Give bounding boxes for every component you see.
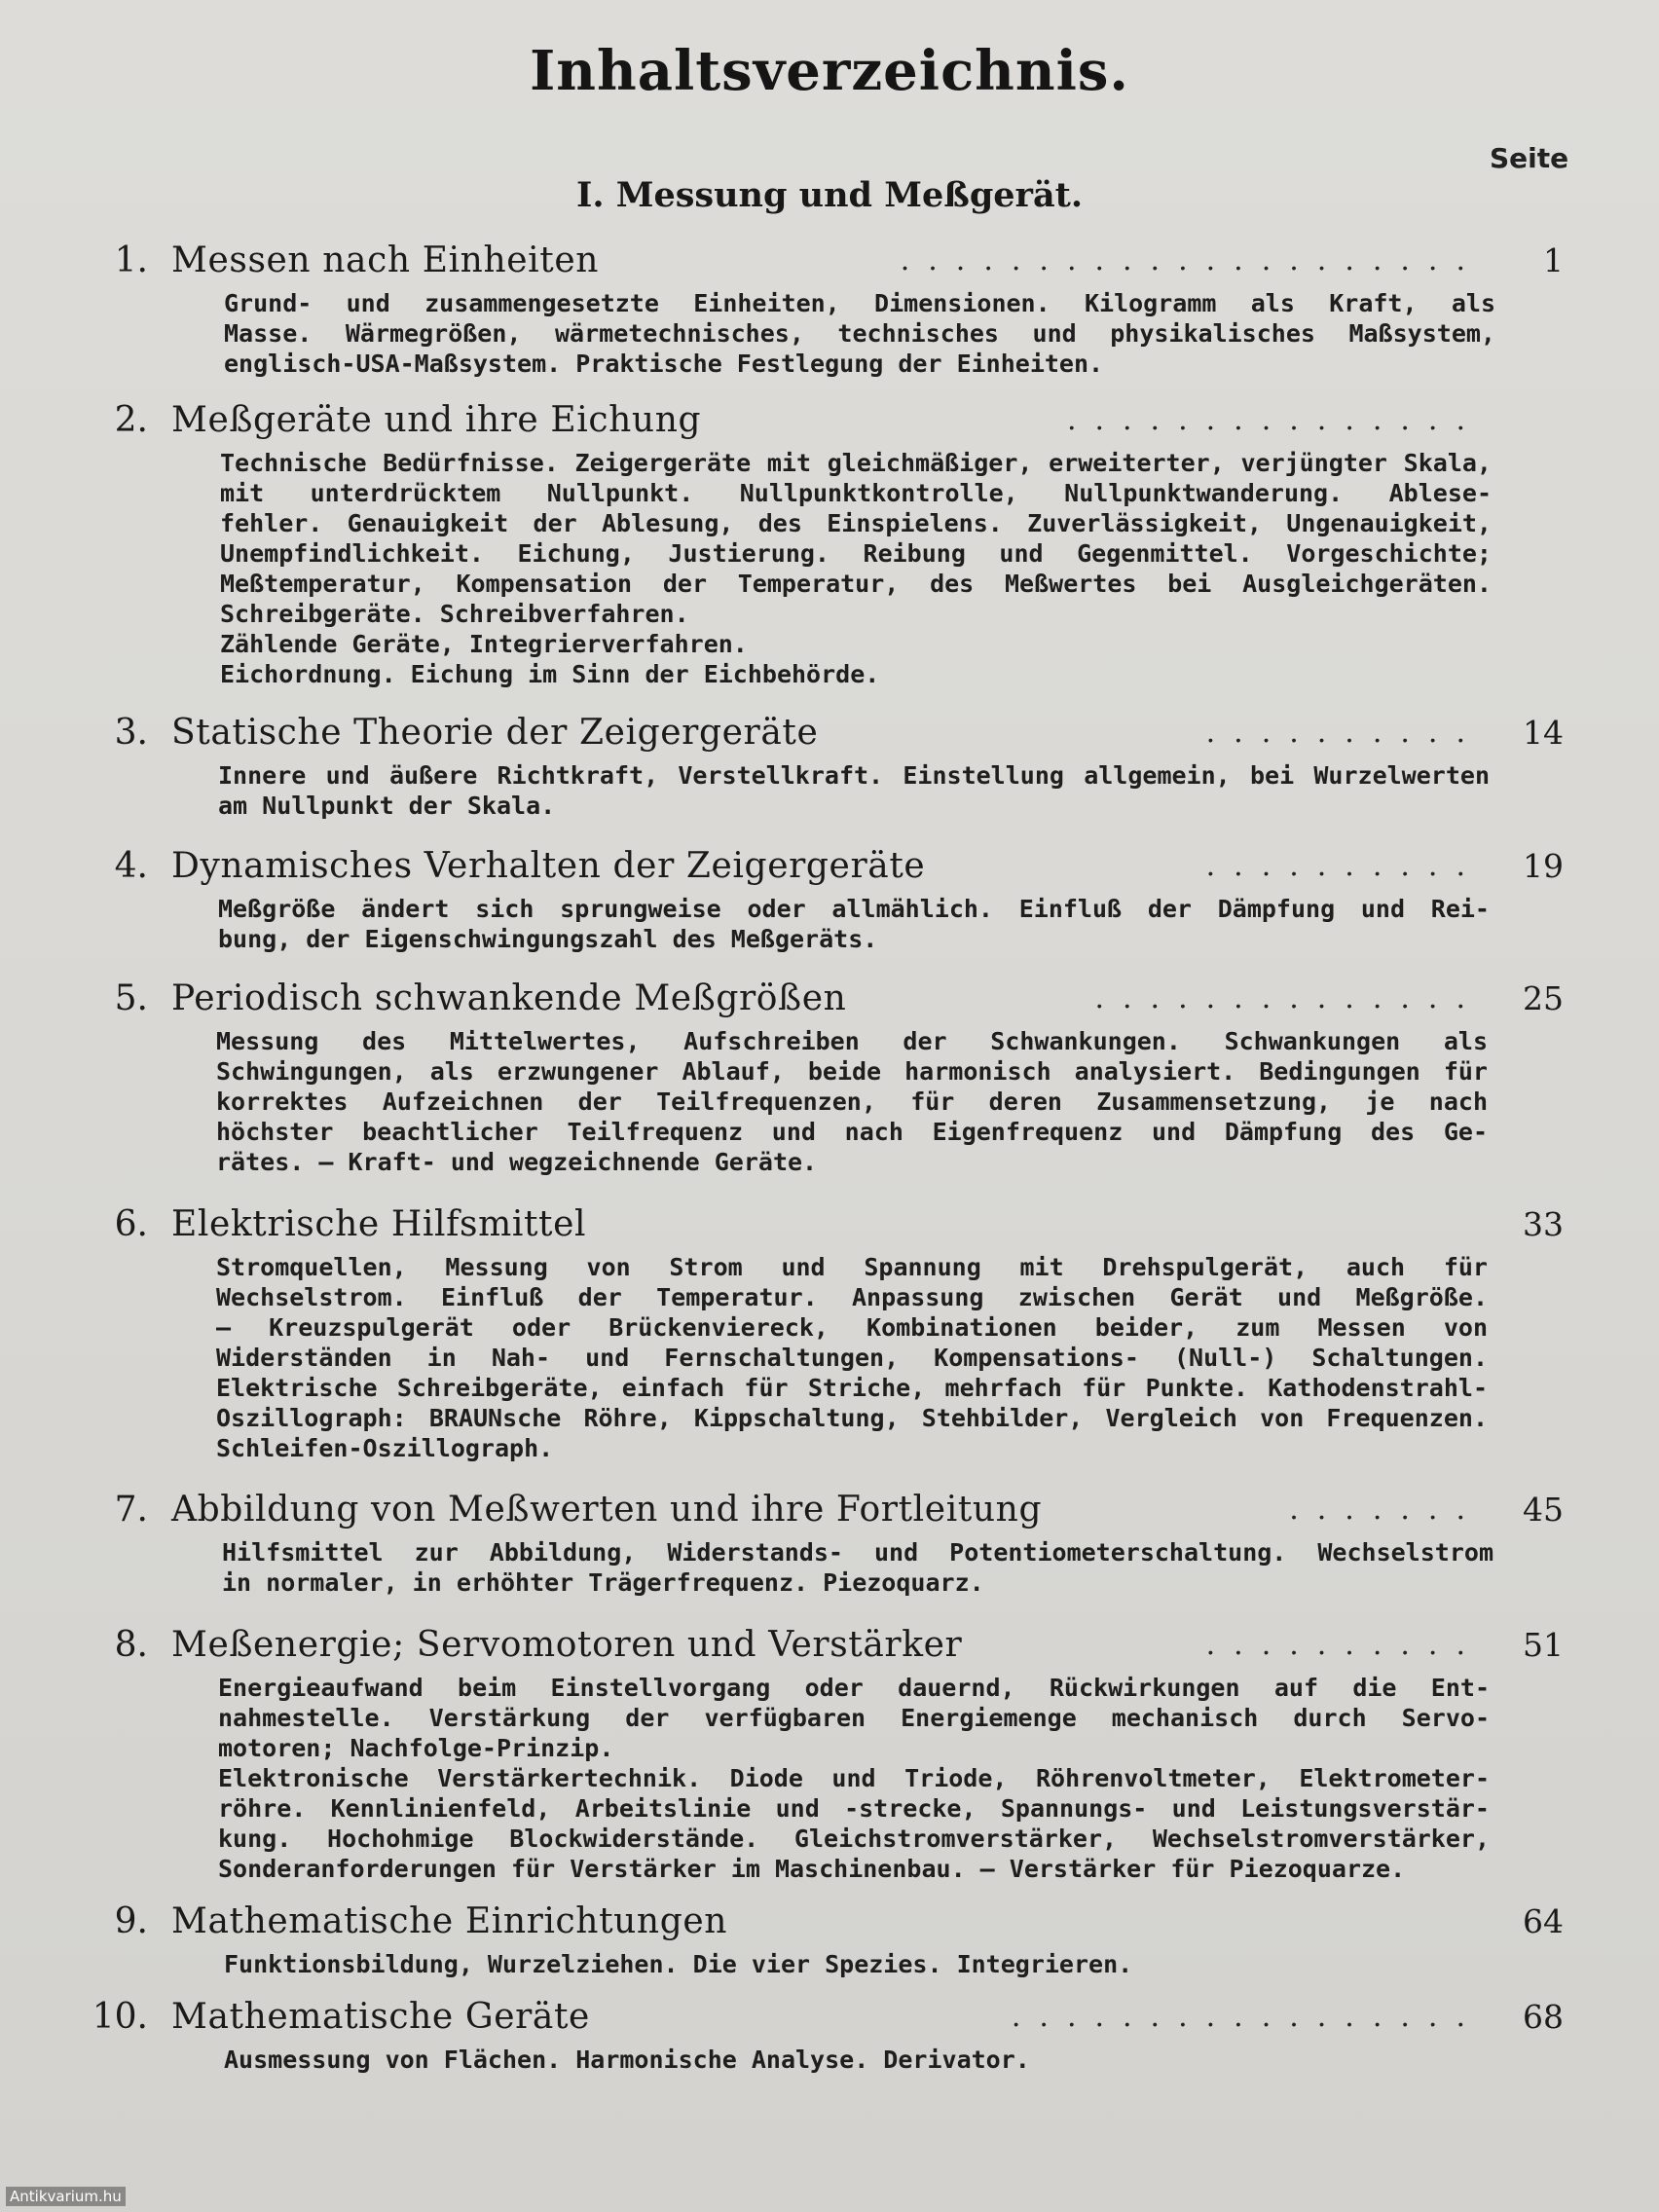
description-line: Schwingungen, als erzwungener Ablauf, beide harmonisch analysiert. Bedingungen für [216,1057,1488,1086]
entry-number: 8. [114,1625,148,1665]
description-line: englisch-USA-Maßsystem. Praktische Festlegung der Einheiten. [224,350,1104,378]
toc-entry-heading [0,238,1659,284]
description-line: Messung des Mittelwertes, Aufschreiben der Schwankungen. Schwankungen als [216,1027,1488,1055]
entry-title[interactable]: Periodisch schwankende Meßgrößen [171,978,847,1018]
description-line: Meßtemperatur, Kompensation der Temperatur, des Meßwertes bei Ausgleichgeräten. [220,570,1492,598]
description-line: korrektes Aufzeichnen der Teilfrequenzen, für deren Zusammensetzung, je nach [216,1088,1488,1116]
description-line: in normaler, in erhöhter Trägerfrequenz. Piezoquarz. [222,1568,984,1597]
toc-entry-heading [0,397,1659,444]
description-line: nahmestelle. Verstärkung der verfügbaren Energiemenge mechanisch durch Servo- [218,1704,1490,1732]
entry-page-number[interactable]: 25 [1523,979,1564,1017]
entry-title[interactable]: Elektrische Hilfsmittel [171,1204,587,1244]
toc-entry-heading [0,843,1659,890]
description-line: Schreibgeräte. Schreibverfahren. [220,600,689,628]
description-line: am Nullpunkt der Skala. [218,792,556,820]
entry-title[interactable]: Statische Theorie der Zeigergeräte [171,713,819,753]
dot-leader: .......... [1205,849,1484,883]
entry-title[interactable]: Messen nach Einheiten [171,240,600,280]
entry-page-number[interactable]: 51 [1523,1626,1564,1664]
description-line: Funktionsbildung, Wurzelziehen. Die vier Spezies. Integrieren. [224,1950,1133,1978]
dot-leader: .............. [1094,981,1484,1015]
description-line: Schleifen-Oszillograph. [216,1434,554,1462]
toc-entry-heading [0,710,1659,756]
toc-entry-heading [0,1622,1659,1669]
dot-leader: ..................... [900,243,1484,277]
part-heading: I. Messung und Meßgerät. [575,175,1084,215]
description-line: Energieaufwand beim Einstellvorgang oder dauernd, Rückwirkungen auf die Ent- [218,1674,1490,1702]
entry-page-number[interactable]: 45 [1523,1491,1564,1529]
entry-title[interactable]: Meßenergie; Servomotoren und Verstärker [171,1625,963,1665]
description-line: Meßgröße ändert sich sprungweise oder allmählich. Einfluß der Dämpfung und Rei- [218,895,1490,923]
description-line: Unempfindlichkeit. Eichung, Justierung. Reibung und Gegenmittel. Vorgeschichte; [220,539,1492,568]
toc-entry-heading [0,1994,1659,2041]
entry-description [224,2045,1495,2075]
dot-leader: ............... [1066,403,1484,437]
entry-page-number[interactable]: 1 [1543,241,1564,279]
description-line: Elektrische Schreibgeräte, einfach für Striche, mehrfach für Punkte. Kathodenstrahl- [216,1374,1488,1402]
description-line: — Kreuzspulgerät oder Brückenviereck, Kombinationen beider, zum Messen von [216,1313,1488,1342]
watermark: Antikvarium.hu [6,2187,126,2206]
entry-number: 10. [92,1997,148,2037]
description-line: Oszillograph: BRAUNsche Röhre, Kippschaltung, Stehbilder, Vergleich von Frequenzen. [216,1404,1488,1432]
description-line: Zählende Geräte, Integrierverfahren. [220,630,748,658]
description-line: bung, der Eigenschwingungszahl des Meßgeräts. [218,925,878,953]
entry-description [216,1026,1488,1177]
dot-leader: ................. [1011,2000,1484,2034]
description-line: fehler. Genauigkeit der Ablesung, des Einspielens. Zuverlässigkeit, Ungenauigkeit, [220,509,1492,537]
description-line: röhre. Kennlinienfeld, Arbeitslinie und -strecke, Spannungs- und Leistungsverstär- [218,1794,1490,1823]
description-line: mit unterdrücktem Nullpunkt. Nullpunktkontrolle, Nullpunktwanderung. Ablese- [220,479,1492,507]
entry-title[interactable]: Dynamisches Verhalten der Zeigergeräte [171,846,926,886]
description-line: Sonderanforderungen für Verstärker im Maschinenbau. — Verstärker für Piezoquarze. [218,1855,1406,1883]
entry-title[interactable]: Mathematische Einrichtungen [171,1901,728,1941]
description-line: Masse. Wärmegrößen, wärmetechnisches, technisches und physikalisches Maßsystem, [224,319,1495,348]
description-line: Ausmessung von Flächen. Harmonische Analyse. Derivator. [224,2046,1030,2074]
entry-number: 5. [114,978,148,1018]
entry-description [224,288,1495,379]
page-column-label: Seite [1490,142,1569,174]
entry-number: 6. [114,1204,148,1244]
entry-description [224,1949,1495,1979]
entry-title[interactable]: Abbildung von Meßwerten und ihre Fortleitung [171,1490,1043,1530]
entry-number: 3. [114,713,148,753]
description-line: Hilfsmittel zur Abbildung, Widerstands- und Potentiometerschaltung. Wechselstrom [222,1538,1493,1567]
dot-leader: ....... [1289,1493,1484,1527]
entry-page-number[interactable]: 33 [1523,1205,1564,1243]
description-line: Stromquellen, Messung von Strom und Spannung mit Drehspulgerät, auch für [216,1253,1488,1281]
entry-title[interactable]: Meßgeräte und ihre Eichung [171,400,702,440]
entry-number: 4. [114,846,148,886]
dot-leader: .......... [1205,716,1484,750]
description-line: Eichordnung. Eichung im Sinn der Eichbehörde. [220,660,880,688]
entry-number: 1. [114,240,148,280]
entry-page-number[interactable]: 64 [1523,1902,1564,1940]
entry-page-number[interactable]: 14 [1523,714,1564,752]
description-line: Grund- und zusammengesetzte Einheiten, Dimensionen. Kilogramm als Kraft, als [224,289,1495,317]
description-line: rätes. — Kraft- und wegzeichnende Geräte. [216,1148,818,1176]
page-title: Inhaltsverzeichnis. [530,39,1129,103]
entry-title[interactable]: Mathematische Geräte [171,1997,590,2037]
entry-description [218,894,1490,954]
description-line: kung. Hochohmige Blockwiderstände. Gleichstromverstärker, Wechselstromverstärker, [218,1825,1490,1853]
description-line: Widerständen in Nah- und Fernschaltungen, Kompensations- (Null-) Schaltungen. [216,1344,1488,1372]
toc-entry-heading [0,976,1659,1022]
entry-description [222,1537,1493,1598]
entry-page-number[interactable]: 19 [1523,847,1564,885]
toc-entry-heading [0,1201,1659,1248]
description-line: Innere und äußere Richtkraft, Verstellkraft. Einstellung allgemein, bei Wurzelwerten [218,761,1490,790]
toc-entry-heading [0,1487,1659,1533]
entry-description [218,760,1490,821]
dot-leader: .......... [1205,1628,1484,1662]
entry-page-number[interactable]: 68 [1523,1998,1564,2036]
entry-number: 7. [114,1490,148,1530]
description-line: Elektronische Verstärkertechnik. Diode und Triode, Röhrenvoltmeter, Elektrometer- [218,1764,1490,1792]
entry-description [220,448,1492,689]
entry-description [216,1252,1488,1463]
description-line: Technische Bedürfnisse. Zeigergeräte mit gleichmäßiger, erweiterter, verjüngter Skala, [220,449,1492,477]
description-line: höchster beachtlicher Teilfrequenz und nach Eigenfrequenz und Dämpfung des Ge- [216,1118,1488,1146]
toc-entry-heading [0,1899,1659,1945]
description-line: Wechselstrom. Einfluß der Temperatur. Anpassung zwischen Gerät und Meßgröße. [216,1283,1488,1311]
entry-number: 2. [114,400,148,440]
description-line: motoren; Nachfolge-Prinzip. [218,1734,614,1762]
entry-number: 9. [114,1901,148,1941]
entry-description [218,1673,1490,1884]
